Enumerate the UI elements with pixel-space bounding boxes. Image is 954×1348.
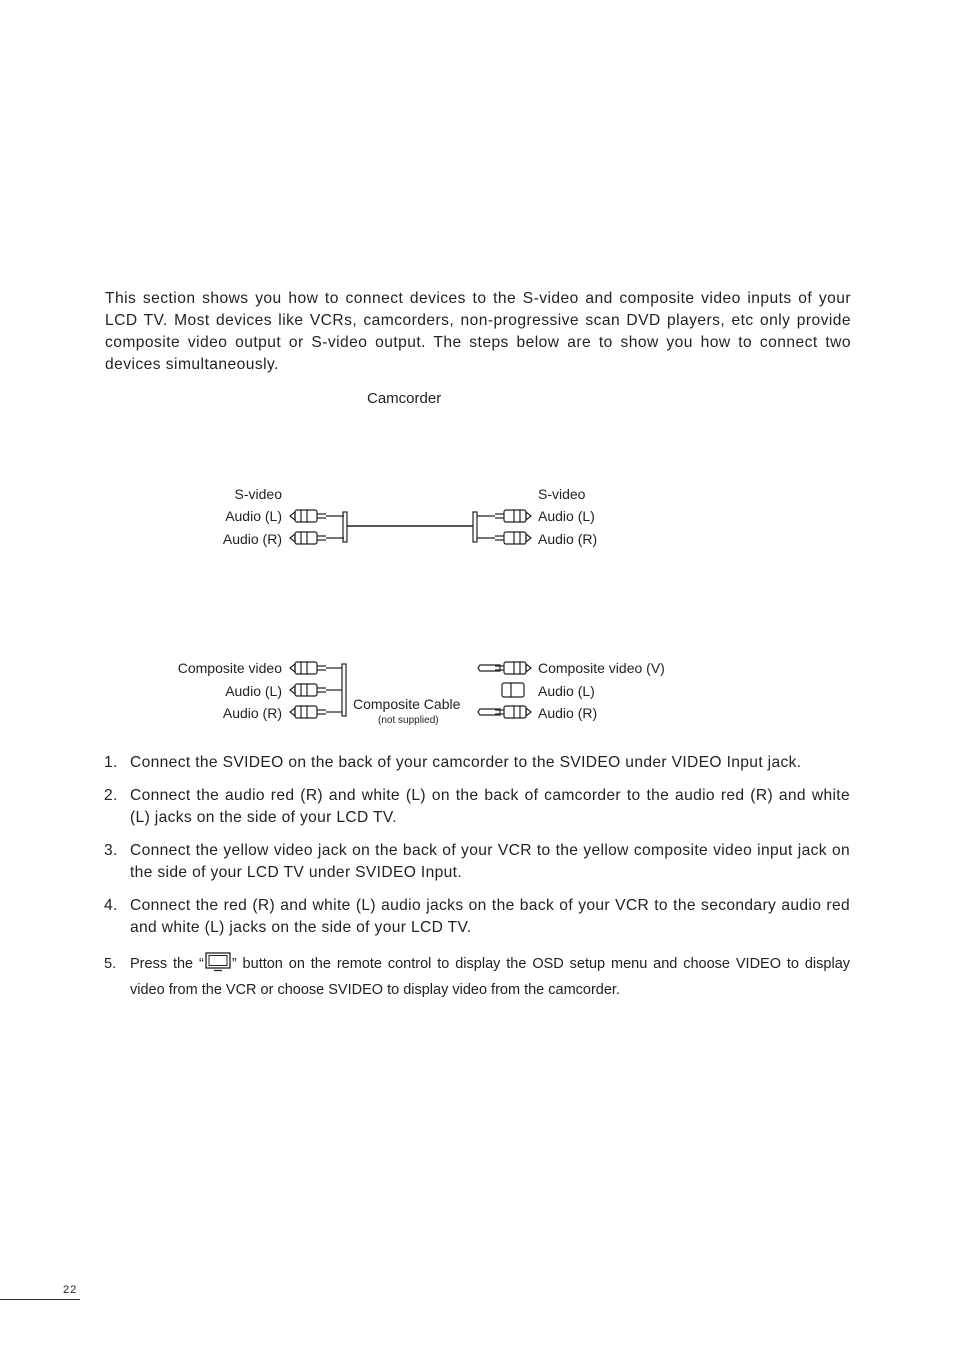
intro-paragraph: This section shows you how to connect devices to the S-video and composite video inputs of your LCD TV. Most devices like VCRs, camcorders, non-progressive scan DVD players, etc only provide composite video output or S-video output. The steps below are to show you how to connect two devices simultaneously. xyxy=(105,290,851,373)
svideo-right-plugs xyxy=(473,510,531,544)
camcorder-label: Camcorder xyxy=(367,390,442,407)
composite-right-audio-r-label: Audio (R) xyxy=(538,705,598,721)
step-number: 2. xyxy=(104,787,118,804)
svideo-right-audio-l-label: Audio (L) xyxy=(538,508,595,524)
step-number: 5. xyxy=(104,956,117,972)
svideo-left-audio-l-label: Audio (L) xyxy=(225,508,282,524)
step-text-after: ” button on the remote control to display the OSD setup menu and choose VIDEO to display video from the VCR or choose SVIDEO to display video from the camcorder. xyxy=(130,956,851,998)
page-number: 22 xyxy=(63,1284,78,1296)
step-5 xyxy=(104,951,850,1003)
composite-cable-label: Composite Cable xyxy=(353,696,461,712)
step-number: 1. xyxy=(104,754,118,771)
step-text-before: Press the “ xyxy=(130,956,204,972)
svideo-left-audio-r-label: Audio (R) xyxy=(222,531,282,547)
composite-right-audio-l-label: Audio (L) xyxy=(538,683,595,699)
composite-right-plugs xyxy=(478,662,531,718)
step-number: 3. xyxy=(104,842,118,859)
composite-left-audio-r-label: Audio (R) xyxy=(222,705,282,721)
steps-list xyxy=(104,752,850,1014)
step-text: Connect the yellow video jack on the back of your VCR to the yellow composite video input jack on the side of your LCD TV under SVIDEO Input. xyxy=(130,842,850,881)
svideo-right-label: S-video xyxy=(538,486,586,502)
step-text: Connect the red (R) and white (L) audio jacks on the back of your VCR to the secondary audio red and white (L) jacks on the side of your LCD TV. xyxy=(130,897,850,936)
step-text: Connect the audio red (R) and white (L) on the back of camcorder to the audio red (R) and white (L) jacks on the side of your LCD TV. xyxy=(130,787,850,826)
step-1 xyxy=(104,752,850,774)
step-4 xyxy=(104,895,850,939)
composite-right-video-label: Composite video (V) xyxy=(538,660,665,676)
svideo-right-audio-r-label: Audio (R) xyxy=(538,531,598,547)
step-2 xyxy=(104,785,850,829)
step-number: 4. xyxy=(104,897,118,914)
page-rule xyxy=(0,1299,80,1300)
svideo-left-label: S-video xyxy=(234,486,282,502)
step-text: Connect the SVIDEO on the back of your camcorder to the SVIDEO under VIDEO Input jack. xyxy=(130,754,802,771)
svideo-left-plugs xyxy=(290,510,347,544)
tv-icon xyxy=(205,952,231,972)
step-3 xyxy=(104,840,850,884)
composite-left-audio-l-label: Audio (L) xyxy=(225,683,282,699)
composite-cable-note: (not supplied) xyxy=(378,715,439,726)
composite-left-plugs xyxy=(290,662,346,718)
composite-left-video-label: Composite video xyxy=(177,660,282,676)
